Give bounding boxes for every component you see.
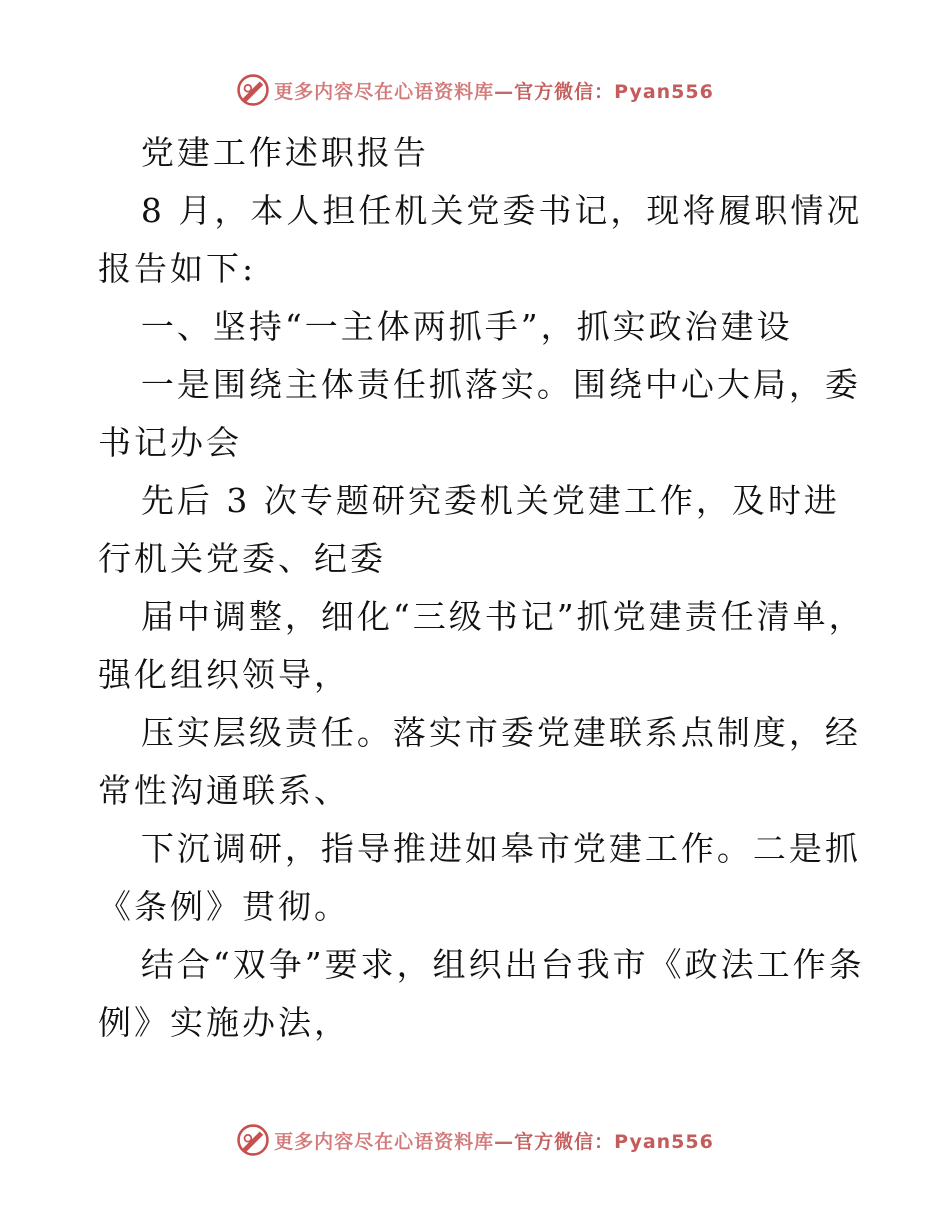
document-body (98, 124, 868, 1052)
document-title: 党建工作述职报告 (140, 133, 429, 172)
paragraph: 一是围绕主体责任抓落实。围绕中心大局，委书记办会 (98, 365, 861, 462)
watermark-wechat: 官方微信：Pyan556 (514, 80, 714, 103)
watermark-main: 更多内容尽在心语资料库 (274, 80, 495, 103)
watermark-dash: — (494, 1130, 515, 1153)
quill-nib-logo-icon (236, 1123, 270, 1157)
paragraph: 届中调整，细化“三级书记”抓党建责任清单，强化组织领导， (98, 597, 865, 694)
watermark-text (274, 1127, 714, 1154)
watermark-wechat: 官方微信：Pyan556 (514, 1130, 714, 1153)
paragraph: 压实层级责任。落实市委党建联系点制度，经常性沟通联系、 (98, 713, 861, 810)
watermark-main: 更多内容尽在心语资料库 (274, 1130, 495, 1153)
paragraph: 8 月，本人担任机关党委书记，现将履职情况报告如下: (98, 191, 863, 288)
paragraph: 先后 3 次专题研究委机关党建工作，及时进行机关党委、纪委 (98, 481, 840, 578)
quill-nib-logo-icon (236, 73, 270, 107)
paragraph: 结合“双争”要求，组织出台我市《政法工作条例》实施办法， (98, 945, 865, 1042)
watermark-dash: — (494, 80, 515, 103)
paragraph: 下沉调研，指导推进如皋市党建工作。二是抓《条例》贯彻。 (98, 829, 861, 926)
footer-watermark (0, 1120, 950, 1160)
watermark-text (274, 77, 714, 104)
header-watermark (0, 70, 950, 110)
section-heading: 一、坚持“一主体两抓手”，抓实政治建设 (140, 307, 793, 346)
